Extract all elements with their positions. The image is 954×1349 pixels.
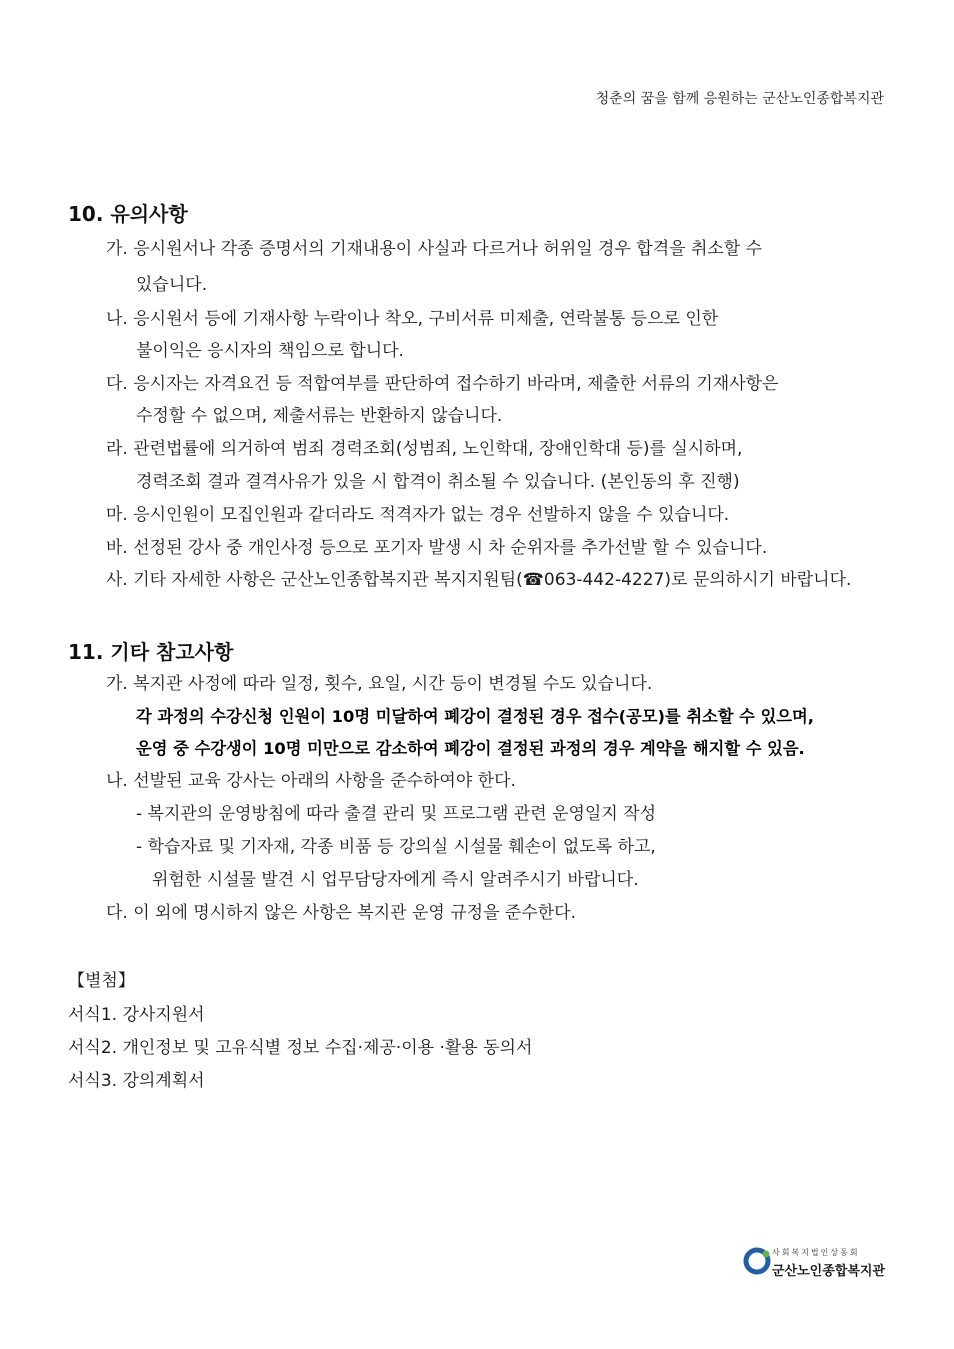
notice-item-ma: 마. 응시인원이 모집인원과 같더라도 적격자가 없는 경우 선발하지 않을 수 있습니다. (106, 505, 730, 525)
organization-logo (742, 1245, 892, 1281)
notice-item-ra: 라. 관련법률에 의거하여 범죄 경력조회(성범죄, 노인학대, 장애인학대 등)를 실시하며, (106, 439, 743, 459)
notice-item-da-cont: 수정할 수 없으며, 제출서류는 반환하지 않습니다. (136, 406, 503, 426)
notice-item-ba: 바. 선정된 강사 중 개인사정 등으로 포기자 발생 시 차 순위자를 추가선발 할 수 있습니다. (106, 538, 768, 558)
attachments-heading: 【별첨】 (68, 971, 135, 991)
reference-subitem-2-cont: 위험한 시설물 발견 시 업무담당자에게 즉시 알려주시기 바랍니다. (152, 870, 639, 890)
page-header-slogan: 청춘의 꿈을 함께 응원하는 군산노인종합복지관 (595, 91, 884, 107)
section-11-title: 11. 기타 참고사항 (68, 640, 234, 664)
reference-subitem-1: - 복지관의 운영방침에 따라 출결 관리 및 프로그램 관련 운영일지 작성 (136, 804, 656, 824)
reference-item-ga: 가. 복지관 사정에 따라 일정, 횟수, 요일, 시간 등이 변경될 수도 있습니다. (106, 674, 653, 694)
notice-item-ga: 가. 응시원서나 각종 증명서의 기재내용이 사실과 다르거나 허위일 경우 합격을 취소할 수 (106, 239, 763, 259)
notice-item-ra-cont: 경력조회 결과 결격사유가 있을 시 합격이 취소될 수 있습니다. (본인동의 후 진행) (136, 472, 740, 492)
notice-item-da: 다. 응시자는 자격요건 등 적합여부를 판단하여 접수하기 바라며, 제출한 서류의 기재사항은 (106, 374, 779, 394)
reference-bold-line-2: 운영 중 수강생이 10명 미만으로 감소하여 폐강이 결정된 과정의 경우 계약을 해지할 수 있음. (136, 739, 805, 758)
reference-bold-line-1: 각 과정의 수강신청 인원이 10명 미달하여 폐강이 결정된 경우 접수(공모)를 취소할 수 있으며, (136, 707, 814, 726)
organization-logo-top-text: 사회복지법인상동회 (772, 1248, 860, 1257)
notice-item-sa: 사. 기타 자세한 사항은 군산노인종합복지관 복지지원팀(☎063-442-4227)로 문의하시기 바랍니다. (106, 570, 852, 590)
reference-item-da: 다. 이 외에 명시하지 않은 사항은 복지관 운영 규정을 준수한다. (106, 903, 576, 923)
reference-subitem-2: - 학습자료 및 기자재, 각종 비품 등 강의실 시설물 훼손이 없도록 하고, (136, 837, 656, 857)
organization-logo-name: 군산노인종합복지관 (772, 1264, 886, 1279)
reference-item-na: 나. 선발된 교육 강사는 아래의 사항을 준수하여야 한다. (106, 771, 516, 791)
organization-logo-icon (742, 1246, 772, 1276)
notice-item-ga-cont: 있습니다. (136, 275, 208, 295)
section-10-title: 10. 유의사항 (68, 202, 188, 226)
attachment-item-2: 서식2. 개인정보 및 고유식별 정보 수집·제공·이용 ·활용 동의서 (68, 1038, 533, 1058)
notice-item-na: 나. 응시원서 등에 기재사항 누락이나 착오, 구비서류 미제출, 연락불통 등으로 인한 (106, 309, 719, 329)
attachment-item-1: 서식1. 강사지원서 (68, 1005, 205, 1025)
attachment-item-3: 서식3. 강의계획서 (68, 1071, 205, 1091)
notice-item-na-cont: 불이익은 응시자의 책임으로 합니다. (136, 341, 404, 361)
